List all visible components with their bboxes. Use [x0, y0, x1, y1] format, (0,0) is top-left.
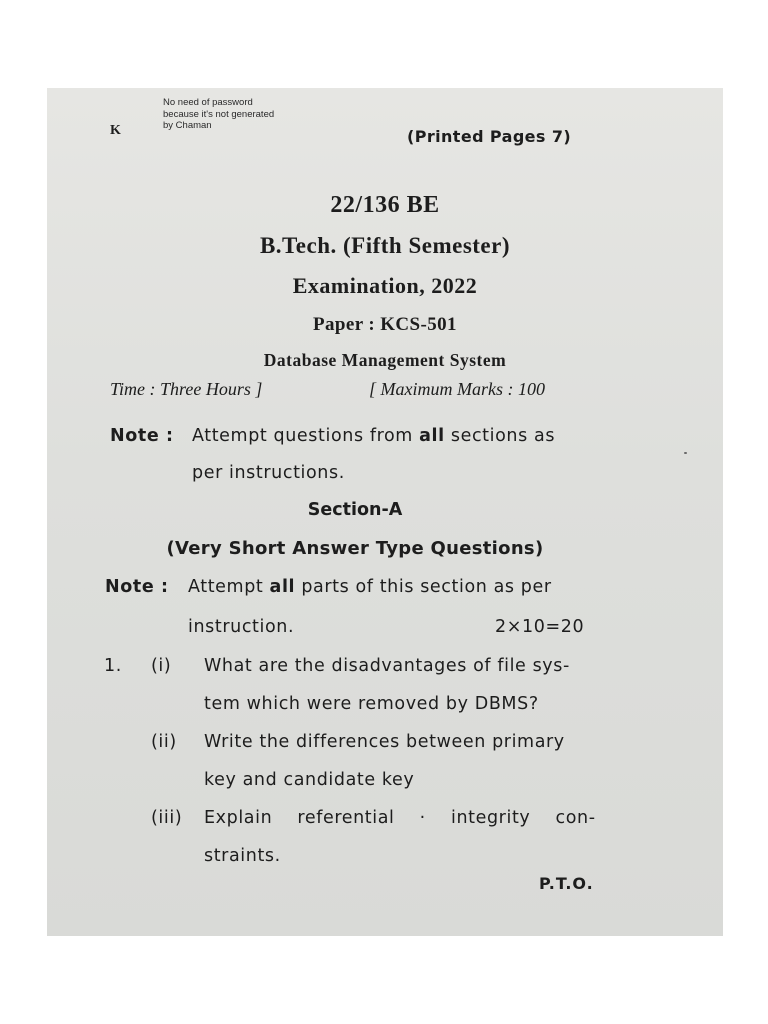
- section-note-line2: instruction.: [188, 617, 295, 637]
- note-text: [192, 426, 555, 446]
- note-text-start: Attempt questions from: [192, 426, 420, 446]
- exam-paper-page: [47, 88, 723, 936]
- question-number: 1.: [104, 656, 122, 676]
- paper-speck: [684, 452, 687, 454]
- question-part-label: (i): [151, 656, 172, 676]
- exam-title: Examination, 2022: [292, 273, 478, 298]
- note-text-line2: per instructions.: [192, 463, 345, 483]
- corner-mark: K: [110, 123, 121, 138]
- section-note-bold: all: [269, 577, 296, 597]
- question-part-text-line2: tem which were removed by DBMS?: [204, 694, 539, 714]
- page-turn-over: P.T.O.: [539, 874, 594, 893]
- section-note-label: Note :: [105, 577, 169, 597]
- question-part-text: Explain referential · integrity con-: [204, 808, 596, 828]
- maximum-marks: [ Maximum Marks : 100: [369, 379, 545, 399]
- degree-title: B.Tech. (Fifth Semester): [259, 233, 511, 258]
- printed-pages: (Printed Pages 7): [407, 127, 572, 146]
- question-part-text: What are the disadvantages of file sys-: [204, 656, 570, 676]
- paper-code-number: 22/136 BE: [330, 192, 440, 218]
- section-subtitle: (Very Short Answer Type Questions): [166, 538, 544, 559]
- question-part-label: (ii): [151, 732, 177, 752]
- question-part-text: Write the differences between primary: [204, 732, 565, 752]
- time-limit: Time : Three Hours ]: [110, 379, 263, 399]
- subject-title: Database Management System: [263, 350, 507, 370]
- question-part-label: (iii): [151, 808, 183, 828]
- paper-code: Paper : KCS-501: [313, 314, 457, 335]
- watermark-note: No need of password because it's not generated by Chaman: [163, 97, 275, 131]
- note-label: Note :: [110, 426, 174, 446]
- note-text-end: sections as: [444, 426, 556, 446]
- section-marks: 2×10=20: [495, 617, 585, 637]
- note-text-bold: all: [419, 426, 445, 446]
- section-note-end: parts of this section as per: [295, 577, 552, 597]
- question-part-text-line2: straints.: [204, 846, 281, 866]
- section-title: Section-A: [307, 500, 403, 520]
- section-note-text: [188, 577, 552, 597]
- question-part-text-line2: key and candidate key: [204, 770, 415, 790]
- section-note-start: Attempt: [188, 577, 270, 597]
